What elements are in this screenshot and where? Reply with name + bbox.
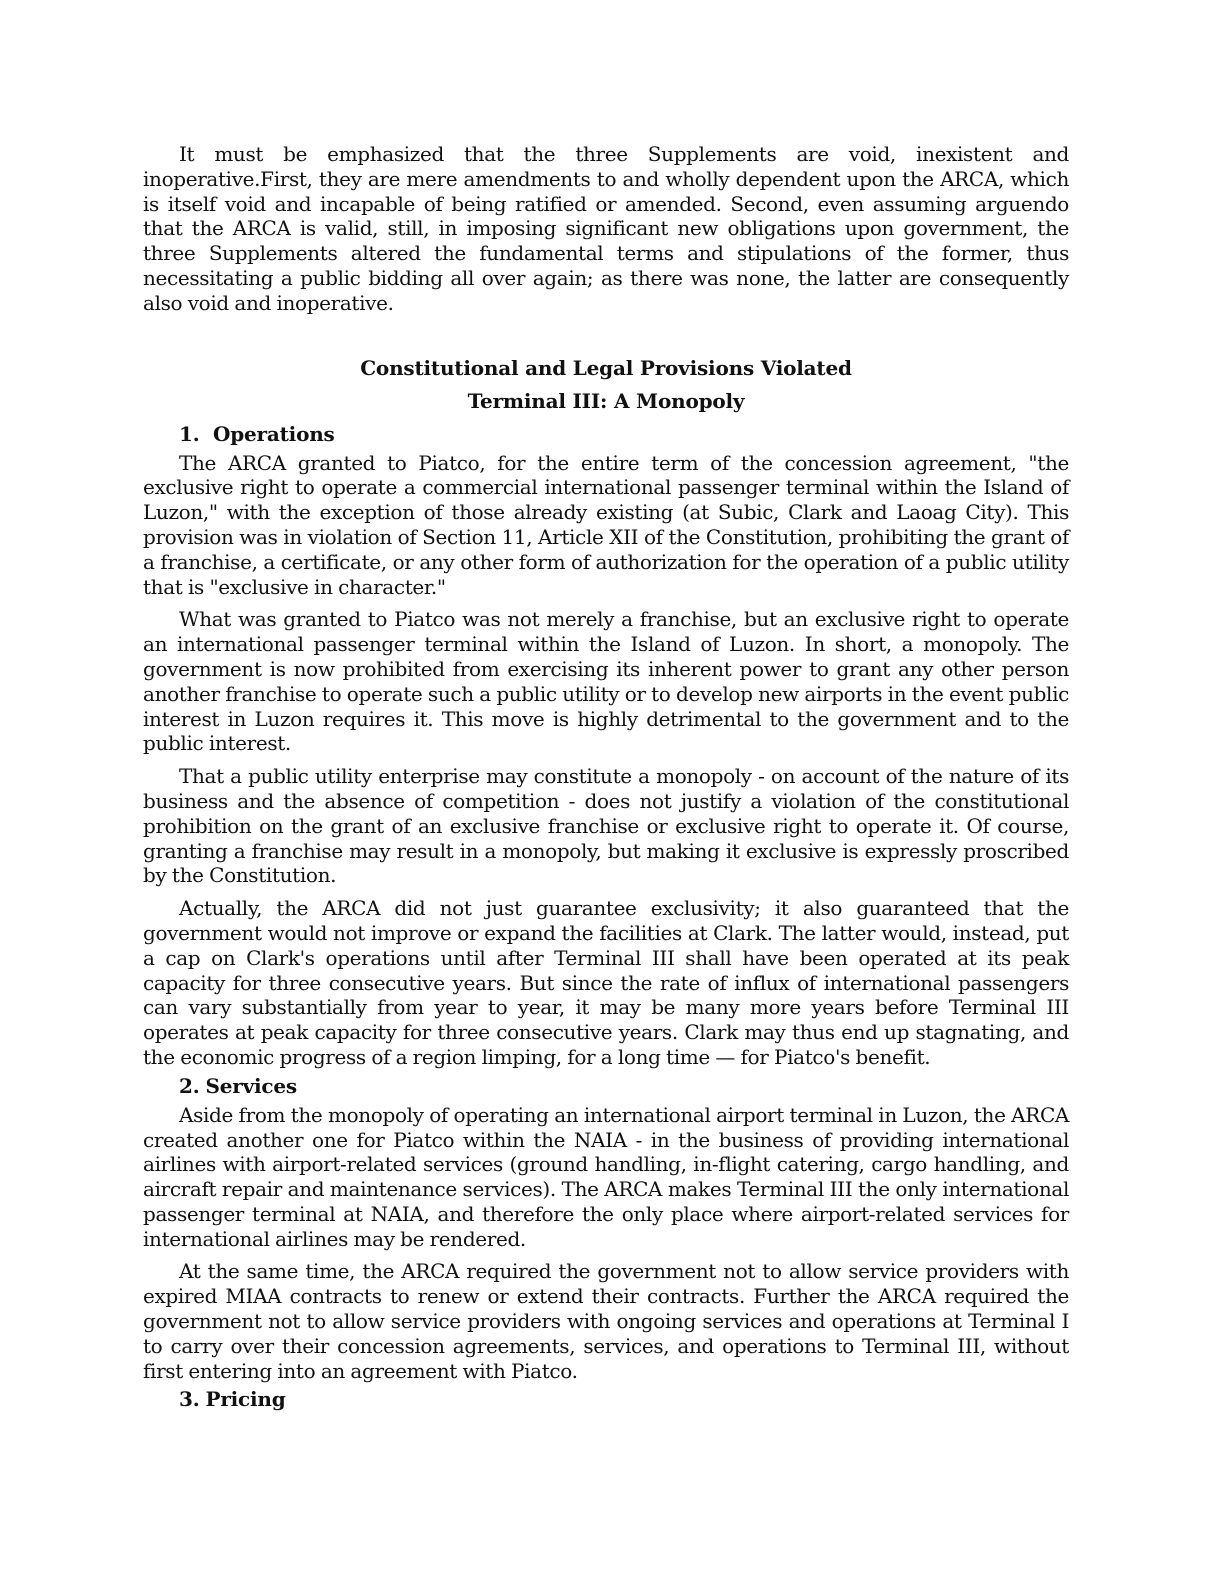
services-number: 2.: [179, 1073, 200, 1098]
operations-heading: [179, 418, 1069, 451]
intro-paragraph: It must be emphasized that the three Supplements are void, inexistent and inoperative.First, they are mere amendments to and wholly dependent upon the ARCA, which is itself void and incapable of being ratified or amended. Second, even assuming arguendo that the ARCA is valid, still, in imposing significant new obligations upon government, the three Supplements altered the fundamental terms and stipulations of the former, thus necessitating a public bidding all over again; as there was none, the latter are consequently also void and inoperative.: [143, 142, 1069, 315]
services-paragraph-2: At the same time, the ARCA required the government not to allow service providers with expired MIAA contracts to renew or extend their contracts. Further the ARCA required the government not to allow service providers with ongoing services and operations at Terminal I to carry over their concession agreements, services, and operations to Terminal III, without first entering into an agreement with Piatco.: [143, 1259, 1069, 1383]
pricing-heading: [179, 1383, 1069, 1416]
pricing-number: 3.: [179, 1387, 200, 1412]
services-label: Services: [205, 1073, 297, 1098]
operations-paragraph-1: The ARCA granted to Piatco, for the entire term of the concession agreement, "the exclusive right to operate a commercial international passenger terminal within the Island of Luzon," with the exception of those already existing (at Subic, Clark and Laoag City). This provision was in violation of Section 11, Article XII of the Constitution, prohibiting the grant of a franchise, a certificate, or any other form of authorization for the operation of a public utility that is "exclusive in character.": [143, 450, 1069, 599]
section-title: Constitutional and Legal Provisions Violated: [360, 355, 852, 380]
services-paragraph-1: Aside from the monopoly of operating an international airport terminal in Luzon, the ARCA created another one for Piatco within the NAIA - in the business of providing international airlines with airport-related services (ground handling, in-flight catering, cargo handling, and aircraft repair and maintenance services). The ARCA makes Terminal III the only international passenger terminal at NAIA, and therefore the only place where airport-related services for international airlines may be rendered.: [143, 1102, 1069, 1251]
operations-paragraph-4: Actually, the ARCA did not just guarantee exclusivity; it also guaranteed that the government would not improve or expand the facilities at Clark. The latter would, instead, put a cap on Clark's operations until after Terminal III shall have been operated at its peak capacity for three consecutive years. But since the rate of influx of international passengers can vary substantially from year to year, it may be many more years before Terminal III operates at peak capacity for three consecutive years. Clark may thus end up stagnating, and the economic progress of a region limping, for a long time — for Piatco's benefit.: [143, 896, 1069, 1069]
pricing-label: Pricing: [205, 1387, 286, 1412]
operations-number: 1.: [179, 421, 200, 446]
operations-paragraph-2: What was granted to Piatco was not merely a franchise, but an exclusive right to operate an international passenger terminal within the Island of Luzon. In short, a monopoly. The government is now prohibited from exercising its inherent power to grant any other person another franchise to operate such a public utility or to develop new airports in the event public interest in Luzon requires it. This move is highly detrimental to the government and to the public interest.: [143, 607, 1069, 756]
services-heading: [179, 1070, 1069, 1103]
operations-label: Operations: [213, 421, 335, 446]
operations-paragraph-3: That a public utility enterprise may constitute a monopoly - on account of the nature of its business and the absence of competition - does not justify a violation of the constitutional prohibition on the grant of an exclusive franchise or exclusive right to operate it. Of course, granting a franchise may result in a monopoly, but making it exclusive is expressly proscribed by the Constitution.: [143, 764, 1069, 888]
document-page: [143, 142, 1069, 1416]
section-subtitle: Terminal III: A Monopoly: [467, 388, 745, 413]
